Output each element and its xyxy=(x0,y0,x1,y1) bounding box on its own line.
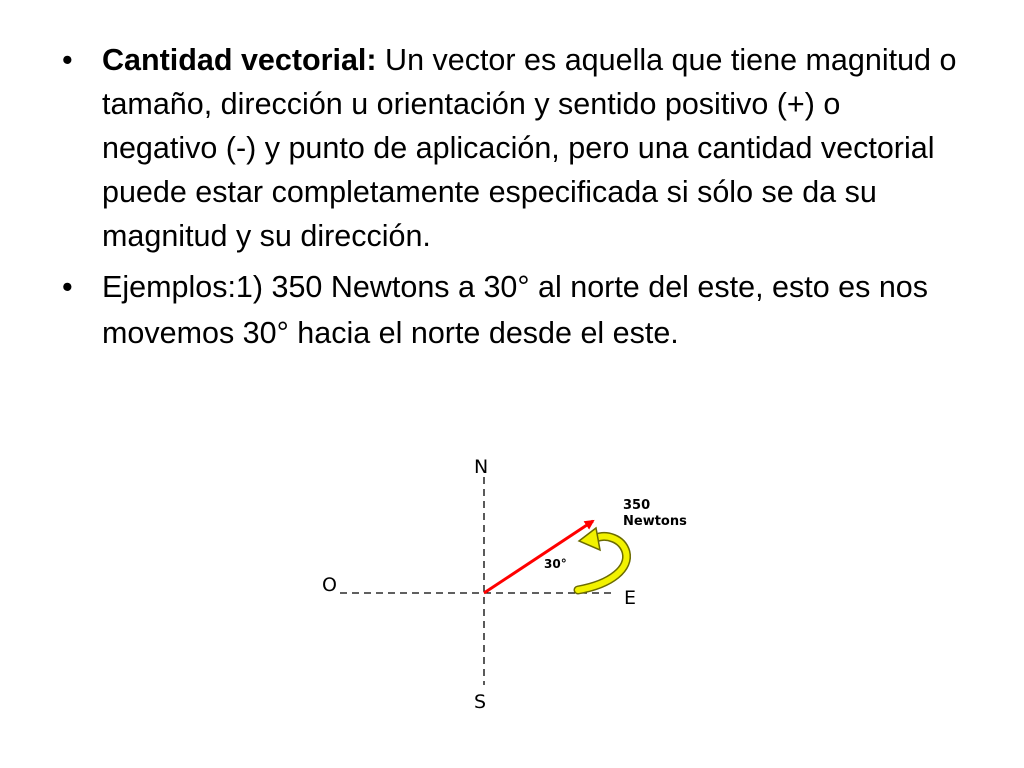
bullet-vector-definition xyxy=(62,38,962,258)
west-label: O xyxy=(322,574,337,596)
east-label: E xyxy=(624,587,637,609)
south-label: S xyxy=(474,691,487,713)
angle-arc-head-icon xyxy=(579,528,600,550)
force-value-label: 350 xyxy=(623,498,651,513)
force-vector-arrow xyxy=(484,521,593,593)
bullet-text: Un vector es aquella que tiene magnitud o tamaño, dirección u orientación y sentido positivo (+) o negativo (-) y punto de aplicación, pero una cantidad vectorial puede estar completamente especificada si sólo se da su magnitud y su dirección. xyxy=(102,43,957,253)
force-unit-label: Newtons xyxy=(623,514,687,529)
angle-arc-fill xyxy=(578,537,627,590)
vector-diagram xyxy=(300,450,740,720)
north-label: N xyxy=(474,456,489,478)
bullet-term: Cantidad vectorial: xyxy=(102,43,377,77)
bullet-text: Ejemplos:1) 350 Newtons a 30° al norte del este, esto es nos movemos 30° hacia el norte desde el este. xyxy=(102,270,929,350)
angle-label: 30° xyxy=(544,557,567,571)
bullet-dot-icon: • xyxy=(62,43,73,77)
bullet-example xyxy=(62,264,962,356)
bullet-list xyxy=(62,38,962,362)
bullet-dot-icon: • xyxy=(62,270,73,304)
